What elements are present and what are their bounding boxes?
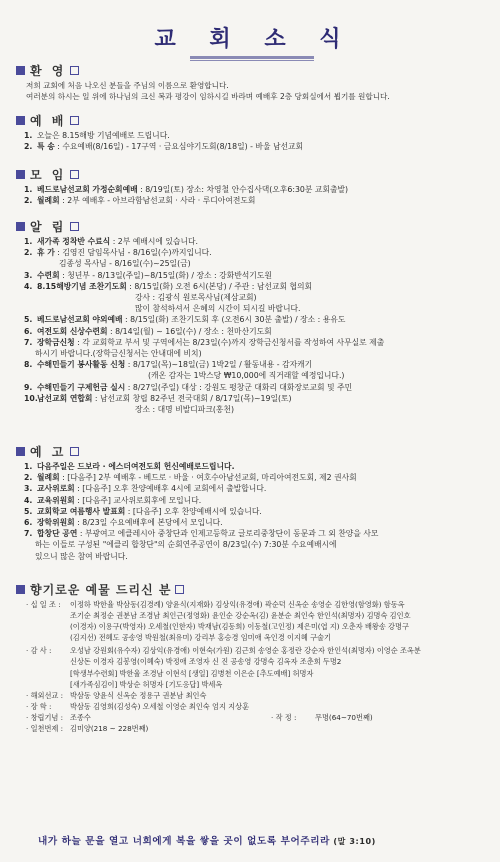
square-bullet-icon xyxy=(16,585,25,594)
item-number: 10. xyxy=(24,393,38,403)
item-detail: : 2부 예배시에 있습니다. xyxy=(110,237,198,246)
item-label: 베드로남선교회 야외예배 xyxy=(37,315,123,325)
item-number: 5. xyxy=(24,506,33,516)
square-bullet-icon xyxy=(16,170,25,179)
notices-item xyxy=(24,393,486,404)
item-text xyxy=(37,393,292,404)
item-detail: : 2부 예배후 - 아브라함남선교회 · 사라 · 루디아여전도회 xyxy=(59,196,256,206)
item-detail: : 8/23일 수요예배후에 본당에서 모입니다. xyxy=(74,518,223,528)
item-number: 1. xyxy=(24,462,33,471)
item-number: 7. xyxy=(24,529,33,539)
tithe-line: (김지선) 전혜도 공송영 박원철(최유미) 강리부 홍승경 임미애 옥인경 이지혜 구술기 xyxy=(70,633,331,643)
item-detail: : 8/14일(월) ~ 16일(수) / 장소 : 천마산기도회 xyxy=(107,326,272,336)
item-detail: : 김영진 담임목사님 - 8/16일(수)까지입니다. xyxy=(54,248,212,258)
item-continuation: 장소 : 대명 비발디파크(홍천) xyxy=(135,405,234,415)
item-label: 휴 가 xyxy=(37,248,55,258)
notices-item xyxy=(24,270,486,281)
item-text xyxy=(37,236,198,247)
notices-item xyxy=(24,326,486,337)
worship-section xyxy=(22,112,486,166)
title-area xyxy=(22,0,486,62)
daily-names: 김미양(218 ~ 228번째) xyxy=(70,724,149,734)
meeting-item xyxy=(24,195,486,206)
item-number: 1. xyxy=(24,237,33,246)
item-number: 5. xyxy=(24,315,33,325)
tithe-line: (이경자) 이용구(박영자) 오세철(인한자) 박재남(김동희) 이동철(고인정) 제은미(엽 지) 오춘자 배왕송 강명구 xyxy=(70,622,409,632)
building-names: 조종수 xyxy=(70,712,91,722)
preview-heading: 예 고 xyxy=(30,444,67,459)
mission-names: 박삼동 양윤식 신옥순 정용구 권분남 최인숙 xyxy=(70,690,207,700)
item-label: 교사위로회 xyxy=(37,484,75,494)
square-bullet-icon xyxy=(16,66,25,75)
item-number: 1. xyxy=(24,131,33,140)
worship-header xyxy=(16,112,486,128)
meeting-section xyxy=(22,166,486,218)
item-number: 3. xyxy=(24,270,33,280)
welcome-section xyxy=(22,62,486,112)
item-text xyxy=(37,472,357,483)
welcome-line: 여러분의 하시는 일 위에 하나님의 크신 복과 평강이 임하시길 바라며 예배후 2층 당회실에서 뵙기를 원합니다. xyxy=(26,92,390,101)
item-detail: : [다음주] 2부 예배후 - 베드로 · 바울 · 여호수아남선교회, 마리아여전도회, 제2 권사회 xyxy=(59,473,357,483)
item-number: 2. xyxy=(24,473,33,483)
item-text xyxy=(37,195,255,206)
scholarship-names: 박삼동 김영희(김성숙) 오세철 이영순 최인숙 엄지 지상훈 xyxy=(70,701,250,711)
verse-reference: (말 3:10) xyxy=(330,837,376,846)
item-number: 7. xyxy=(24,337,33,347)
daily-label: · 일천번제 : xyxy=(26,724,64,734)
title-underline-thin xyxy=(190,60,314,61)
item-text xyxy=(37,337,384,348)
item-continuation: 많이 참석하셔서 은혜의 시간이 되시길 바랍니다. xyxy=(135,304,301,314)
item-label: 교회학교 여름행사 발표회 xyxy=(37,506,126,516)
item-label: 특 송 xyxy=(37,142,55,152)
item-detail: : 부광여고 에클레시아 중창단과 인제고등학교 글로리중창단이 동문과 그 외 찬양을 사모 xyxy=(77,529,379,539)
notices-item xyxy=(24,337,486,348)
item-number: 2. xyxy=(24,248,33,258)
item-label: 수련회 xyxy=(37,270,60,280)
notices-section xyxy=(22,218,486,443)
square-outline-icon xyxy=(70,447,79,456)
item-detail: : [다음주] 교사위로회후에 모입니다. xyxy=(74,495,202,505)
item-number: 9. xyxy=(24,382,33,392)
item-text xyxy=(37,382,352,393)
item-text xyxy=(37,359,312,370)
item-detail: : [다음주] 오후 찬양예배시에 있습니다. xyxy=(125,506,262,516)
item-text xyxy=(37,517,223,528)
item-number: 4. xyxy=(24,495,33,505)
thanks-line: 신상돈 이경자 김봉영(이혜숙) 박정애 조영자 신 진 공송영 강명숙 김옥자 조춘희 두명2 xyxy=(70,657,342,667)
square-outline-icon xyxy=(70,170,79,179)
notices-item xyxy=(24,236,486,247)
preview-item xyxy=(24,461,486,472)
item-label: 수해민들기 구제헌금 실시 xyxy=(37,382,126,392)
item-label: 장학금신청 xyxy=(37,337,75,347)
notices-item xyxy=(24,281,486,292)
item-text xyxy=(37,326,272,337)
offerings-header xyxy=(16,581,486,597)
notices-heading: 알 림 xyxy=(30,219,67,234)
item-label: 합창단 공연 xyxy=(37,529,78,539)
notices-item xyxy=(24,247,486,258)
item-text xyxy=(37,528,378,539)
preview-item xyxy=(24,483,486,494)
square-outline-icon xyxy=(70,222,79,231)
worship-item xyxy=(24,141,486,152)
square-bullet-icon xyxy=(16,222,25,231)
notices-header xyxy=(16,218,486,234)
square-bullet-icon xyxy=(16,447,25,456)
welcome-heading: 환 영 xyxy=(30,63,67,78)
item-label: 수해민들기 봉사활동 신청 xyxy=(37,360,126,370)
item-detail: : 8/27일(주일) 대상 : 강원도 평창군 대화리 대화장로교회 및 주민 xyxy=(125,382,353,392)
item-label: 새가족 정착반 수료식 xyxy=(37,237,111,246)
offerings-heading: 향기로운 예물 드리신 분 xyxy=(30,582,172,597)
title-underline xyxy=(190,56,314,59)
preview-item xyxy=(24,517,486,528)
item-detail: 오늘은 8.15해방 기념예배로 드립니다. xyxy=(37,131,170,140)
mission-label: · 해외선교 : xyxy=(26,690,64,700)
item-text xyxy=(37,141,303,152)
tithe-line: 조기순 최정순 권분남 조경남 최인근(정영화) 윤인순 강순옥(김) 윤분순 최인숙 한인석(최명자) 김명숙 김인호 xyxy=(70,611,411,621)
item-detail: : [다음주] 오후 찬양예배후 4시에 교회에서 출발합니다. xyxy=(74,484,267,494)
item-continuation: (캐온 감자는 1박스당 ₩10,000에 직거래할 예정입니다.) xyxy=(148,371,345,381)
tithe-row xyxy=(26,599,486,610)
item-text xyxy=(37,247,212,258)
preview-item xyxy=(24,495,486,506)
building-label: · 창립기념 : xyxy=(26,712,64,722)
item-detail: : 각 교회학교 부서 및 구역에서는 8/23일(수)까지 장학금신청서를 작성하여 사무실로 제출 xyxy=(74,337,385,347)
item-label: 남선교회 연합회 xyxy=(37,393,93,403)
thanks-line: [새가족심김이] 박상순 허명자 [기도응답] 박세옥 xyxy=(70,679,223,689)
preview-header xyxy=(16,443,486,459)
item-number: 3. xyxy=(24,484,33,494)
item-number: 1. xyxy=(24,185,33,194)
meeting-heading: 모 임 xyxy=(30,167,67,182)
item-text xyxy=(37,281,312,292)
meeting-list xyxy=(22,184,486,206)
thanks-line: [학생부수련회] 박한율 조경남 이현석 [생일] 김병천 이은순 [추도예배] 허명자 xyxy=(70,668,314,678)
preview-list xyxy=(22,461,486,562)
item-detail: : 8/15일(화) 오전 6시(본당) / 주관 : 남선교회 협의회 xyxy=(126,281,313,291)
item-text xyxy=(37,506,262,517)
item-continuation: 있으니 많은 참여 바랍니다. xyxy=(35,551,128,561)
daily-row xyxy=(26,723,486,734)
flower-label: · 작 정 : xyxy=(271,712,297,722)
item-text xyxy=(37,483,266,494)
thanks-label: · 감 사 : xyxy=(26,646,52,656)
item-detail: : 청년부 - 8/13일(주일)~8/15일(화) / 장소 : 강화반석기도원 xyxy=(59,270,272,280)
building-flower-row xyxy=(26,712,486,723)
preview-item xyxy=(24,528,486,539)
worship-list xyxy=(22,130,486,152)
preview-item xyxy=(24,472,486,483)
square-outline-icon xyxy=(70,66,79,75)
item-text xyxy=(37,184,348,195)
verse-text: 내가 하늘 문을 열고 너희에게 복을 쌓을 곳이 없도록 부어주리라 xyxy=(38,836,331,847)
item-number: 6. xyxy=(24,518,33,528)
notices-item xyxy=(24,359,486,370)
welcome-line: 저희 교회에 처음 나오신 분들을 주님의 이름으로 환영합니다. xyxy=(26,81,229,90)
item-text xyxy=(37,495,201,506)
worship-item xyxy=(24,130,486,141)
item-continuation: 하는 이들로 구성된 "에클리 합창단"의 순회연주공연이 8/23일(수) 7:30분 수요예배시에 xyxy=(35,540,337,550)
welcome-header xyxy=(16,62,486,78)
item-label: 월례회 xyxy=(37,473,60,483)
item-continuation: 하시기 바랍니다.(장학금신청서는 안내대에 비치) xyxy=(35,349,202,359)
thanks-line: 오성남 강원회(유수자) 김상익(유경애) 이현숙(가원) 김근희 송영순 홍정란 강순자 한인석(최명자) 이영순 조옥분 xyxy=(70,646,421,656)
item-continuation: 김종성 목사님 - 8/16일(수)~25일(금) xyxy=(59,259,191,269)
scripture-verse xyxy=(38,833,376,847)
item-label: 다음주일은 드보라 · 에스더여전도회 헌신예배로드립니다. xyxy=(37,462,235,471)
tithe-line: 이정하 박한율 박삼동(김경례) 양윤식(지재화) 김상익(유경애) 곽순덕 신옥순 송영순 김한영(함영화) 함동옥 xyxy=(70,600,405,609)
offerings-section xyxy=(22,581,486,781)
item-label: 월례회 xyxy=(37,196,60,206)
notices-item xyxy=(24,314,486,325)
meeting-item xyxy=(24,184,486,195)
item-number: 2. xyxy=(24,142,33,152)
item-number: 4. xyxy=(24,281,33,291)
tithe-label: · 십 일 조 : xyxy=(26,600,61,609)
mission-row xyxy=(26,690,486,701)
item-label: 장학위원회 xyxy=(37,518,75,528)
thanks-row xyxy=(26,645,486,656)
notices-item xyxy=(24,382,486,393)
item-number: 2. xyxy=(24,196,33,206)
notices-list xyxy=(22,236,486,415)
item-continuation: 강사 : 김광식 원로목사님(제삼교회) xyxy=(135,293,257,303)
item-label: 8.15해방기념 조찬기도회 xyxy=(37,281,127,291)
item-label: 교육위원회 xyxy=(37,495,75,505)
page-title: 교 회 소 식 xyxy=(154,26,354,52)
item-detail: : 8/15일(화) 조찬기도회 후 (오전6시 30분 출발) / 장소 : 용유도 xyxy=(122,315,346,325)
item-number: 8. xyxy=(24,360,33,370)
item-detail: : 8/17일(목)~18일(금) 1박2일 / 활동내용 - 감자캐기 xyxy=(125,360,313,370)
item-text xyxy=(37,270,272,281)
item-text xyxy=(37,130,170,141)
meeting-header xyxy=(16,166,486,182)
worship-heading: 예 배 xyxy=(30,113,67,128)
square-outline-icon xyxy=(70,116,79,125)
square-outline-icon xyxy=(175,585,184,594)
flower-names: 무명(64~70번째) xyxy=(315,712,373,722)
item-text xyxy=(37,314,345,325)
item-detail: : 8/19일(토) 장소: 차영철 안수집사댁(오후6:30분 교회출발) xyxy=(137,185,349,194)
scholarship-row xyxy=(26,701,486,712)
item-label: 베드로남선교회 가정순회예배 xyxy=(37,185,138,194)
item-number: 6. xyxy=(24,326,33,336)
scholarship-label: · 장 학 : xyxy=(26,701,52,711)
item-label: 여전도회 신상수련회 xyxy=(37,326,108,336)
item-text xyxy=(37,461,235,472)
preview-section xyxy=(22,443,486,581)
preview-item xyxy=(24,506,486,517)
item-detail: : 남선교회 창립 82주년 전국대회 / 8/17일(목)~19일(토) xyxy=(92,393,292,403)
item-detail: : 수요예배(8/16일) - 17구역 · 금요심야기도회(8/18일) - 바울 남선교회 xyxy=(54,142,304,152)
square-bullet-icon xyxy=(16,116,25,125)
